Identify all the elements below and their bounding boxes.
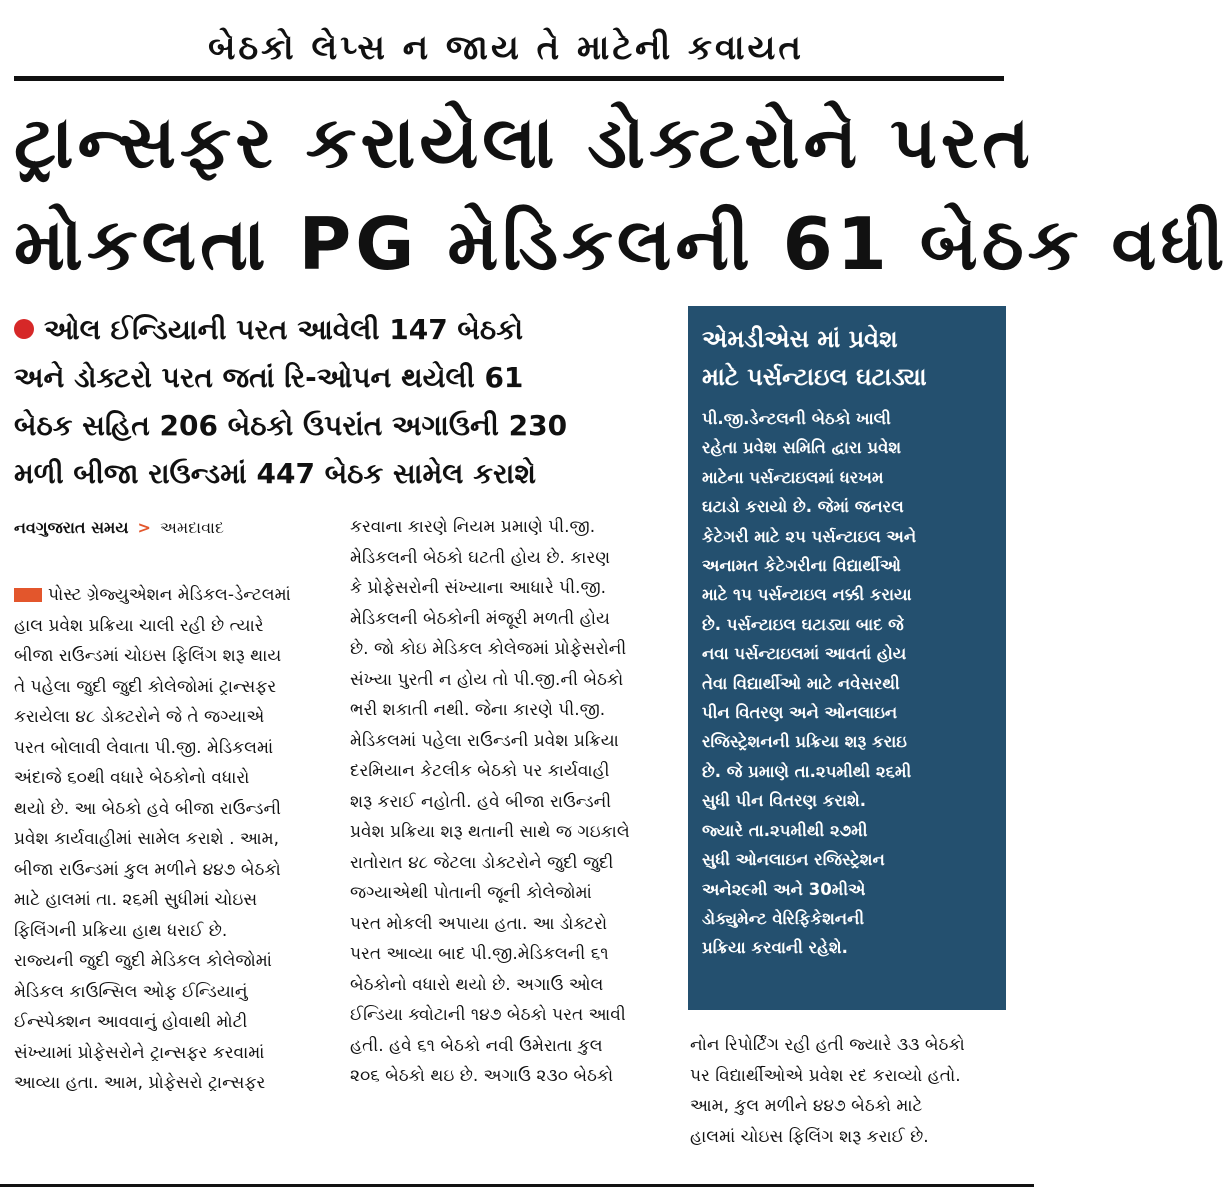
text-line: રાજ્યની જુદી જુદી મેડિકલ કોલેજોમાં: [14, 951, 272, 971]
text-line: છે. જે પ્રમાણે તા.૨૫મીથી ૨૬મી: [702, 761, 912, 781]
bullet-icon: [14, 319, 34, 339]
text-line: પરત બોલાવી લેવાતા પી.જી. મેડિકલમાં: [14, 737, 274, 758]
text-line: શરૂ કરાઈ નહોતી. હવે બીજા રાઉન્ડની: [350, 791, 612, 812]
text-line: થયો છે. આ બેઠકો હવે બીજા રાઉન્ડની: [14, 798, 281, 819]
subheadline-line: [14, 306, 674, 354]
text-line: પ્રવેશ કાર્યવાહીમાં સામેલ કરાશે . આમ,: [14, 829, 279, 849]
text-line: પીન વિતરણ અને ઓનલાઇન: [702, 703, 898, 723]
text-line: છે. પર્સન્ટાઇલ ઘટાડ્યા બાદ જે: [702, 614, 904, 634]
text-line: સંખ્યા પુરતી ન હોય તો પી.જી.ની બેઠકો: [350, 669, 624, 690]
text-line: સુધી પીન વિતરણ કરાશે.: [702, 791, 867, 811]
byline-separator: >: [137, 518, 151, 537]
main-headline-line-2: મોકલતા PG મેડિકલની 61 બેઠક વધી: [14, 202, 1228, 286]
text-line: મેડિકલ કાઉન્સિલ ઓફ ઈન્ડિયાનું: [14, 981, 248, 1002]
text-line: ભરી શકાતી નથી. જેના કારણે પી.જી.: [350, 700, 606, 720]
text-line: [14, 580, 334, 611]
paragraph-marker-icon: [14, 588, 42, 602]
subheadline-text: ઓલ ઈન્ડિયાની પરત આવેલી 147 બેઠકો: [44, 313, 523, 346]
text-line: પી.જી.ડેન્ટલની બેઠકો ખાલી: [702, 409, 891, 428]
article-column-1: [14, 580, 334, 1099]
article-column-2: [350, 512, 670, 1092]
text-line: પ્રવેશ પ્રક્રિયા શરૂ થતાની સાથે જ ગઇકાલે: [350, 822, 630, 842]
text-line: બેઠકોનો વધારો થયો છે. અગાઉ ઓલ: [350, 974, 604, 995]
text-line-content: પોસ્ટ ગ્રેજ્યુએશન મેડિકલ-ડેન્ટલમાં: [48, 585, 291, 605]
text-line: જગ્યાએથી પોતાની જૂની કોલેજોમાં: [350, 883, 592, 903]
top-divider: [14, 76, 1004, 81]
text-line: માટે હાલમાં તા. ૨૬મી સુધીમાં ચોઇસ: [14, 890, 258, 910]
text-line: મેડિકલની બેઠકો ઘટતી હોય છે. કારણ: [350, 547, 611, 568]
text-line: સંખ્યામાં પ્રોફેસરોને ટ્રાન્સફર કરવામાં: [14, 1042, 265, 1063]
sidebar-title: [702, 320, 992, 396]
text-line: હાલ પ્રવેશ પ્રક્રિયા ચાલી રહી છે ત્યારે: [14, 615, 264, 636]
byline: [14, 516, 334, 540]
text-line: ફિલિંગની પ્રક્રિયા હાથ ધરાઈ છે.: [14, 920, 228, 941]
text-line: આમ, કુલ મળીને ૪૪૭ બેઠકો માટે: [690, 1096, 923, 1116]
sidebar-body: [702, 404, 992, 963]
kicker-headline: બેઠકો લેપ્સ ન જાય તે માટેની કવાયત: [208, 28, 804, 68]
subheadline-line: મળી બીજા રાઉન્ડમાં 447 બેઠક સામેલ કરાશે: [14, 457, 536, 490]
text-line: માટે ૧૫ પર્સન્ટાઇલ નક્કી કરાયા: [702, 585, 912, 605]
text-line: પર વિદ્યાર્થીઓએ પ્રવેશ રદ કરાવ્યો હતો.: [690, 1065, 961, 1086]
text-line: નોન રિપોર્ટિંગ રહી હતી જ્યારે ૩૩ બેઠકો: [690, 1035, 965, 1055]
text-line: અનામત કેટેગરીના વિદ્યાર્થીઓ: [702, 556, 901, 576]
text-line: રજિસ્ટ્રેશનની પ્રક્રિયા શરૂ કરાઇ: [702, 732, 907, 752]
text-line: કેટેગરી માટે ૨૫ પર્સન્ટાઇલ અને: [702, 526, 917, 546]
subheadline-line: અને ડોક્ટરો પરત જતાં રિ-ઓપન થયેલી 61: [14, 361, 524, 394]
main-headline-line-1: ટ્રાન્સફર કરાયેલા ડોક્ટરોને પરત: [14, 100, 1034, 184]
text-line: ડોક્યુમેન્ટ વેરિફિકેશનની: [702, 908, 865, 928]
text-line: કરાયેલા ૪૮ ડોક્ટરોને જે તે જગ્યાએ: [14, 707, 265, 727]
text-line: પરત મોકલી અપાયા હતા. આ ડોક્ટરો: [350, 913, 608, 934]
text-line: પરત આવ્યા બાદ પી.જી.મેડિકલની ૬૧: [350, 944, 609, 964]
sidebar-box: [688, 306, 1006, 1010]
text-line: હાલમાં ચોઇસ ફિલિંગ શરૂ કરાઈ છે.: [690, 1126, 929, 1147]
text-line: કે પ્રોફેસરોની સંખ્યાના આધારે પી.જી.: [350, 578, 607, 598]
text-line: અને૨૯મી અને 30મીએ: [702, 879, 866, 899]
sidebar-title-line: માટે પર્સન્ટાઇલ ઘટાડ્યા: [702, 363, 927, 391]
text-line: દરમિયાન કેટલીક બેઠકો પર કાર્યવાહી: [350, 761, 610, 781]
text-line: કરવાના કારણે નિયમ પ્રમાણે પી.જી.: [350, 517, 596, 537]
text-line: રહેતા પ્રવેશ સમિતિ દ્વારા પ્રવેશ: [702, 438, 902, 458]
text-line: ઘટાડો કરાયો છે. જેમાં જનરલ: [702, 497, 904, 517]
text-line: માટેના પર્સન્ટાઇલમાં ધરખમ: [702, 467, 884, 487]
text-line: સુધી ઓનલાઇન રજિસ્ટ્રેશન: [702, 850, 885, 870]
text-line: મેડિકલની બેઠકોની મંજૂરી મળતી હોય: [350, 608, 610, 629]
sidebar-title-line: એમડીએસ માં પ્રવેશ: [702, 325, 898, 353]
text-line: અંદાજે ૬૦થી વધારે બેઠકોનો વધારો: [14, 768, 250, 788]
byline-name: નવગુજરાત સમય: [14, 518, 129, 537]
text-line: જ્યારે તા.૨૫મીથી ૨૭મી: [702, 820, 868, 840]
text-line: મેડિકલમાં પહેલા રાઉન્ડની પ્રવેશ પ્રક્રિયા: [350, 730, 619, 751]
article-column-3: [690, 1030, 1010, 1152]
text-line: ૨૦૬ બેઠકો થઇ છે. અગાઉ ૨૩૦ બેઠકો: [350, 1066, 614, 1086]
text-line: પ્રક્રિયા કરવાની રહેશે.: [702, 938, 848, 958]
text-line: ઈન્સ્પેક્શન આવવાનું હોવાથી મોટી: [14, 1012, 248, 1032]
text-line: છે. જો કોઇ મેડિકલ કોલેજમાં પ્રોફેસરોની: [350, 639, 627, 659]
text-line: તેવા વિદ્યાર્થીઓ માટે નવેસરથી: [702, 673, 900, 693]
subheadline-line: બેઠક સહિત 206 બેઠકો ઉપરાંત અગાઉની 230: [14, 409, 568, 442]
text-line: હતી. હવે ૬૧ બેઠકો નવી ઉમેરાતા કુલ: [350, 1035, 603, 1056]
bottom-divider: [0, 1184, 1034, 1187]
text-line: બીજા રાઉન્ડમાં ચોઇસ ફિલિંગ શરૂ થાય: [14, 646, 282, 666]
text-line: તે પહેલા જુદી જુદી કોલેજોમાં ટ્રાન્સફર: [14, 676, 277, 697]
byline-place: અમદાવાદ: [160, 518, 224, 537]
text-line: બીજા રાઉન્ડમાં કુલ મળીને ૪૪૭ બેઠકો: [14, 859, 281, 880]
subheadline: [14, 306, 674, 498]
text-line: નવા પર્સન્ટાઇલમાં આવતાં હોય: [702, 644, 907, 664]
text-line: આવ્યા હતા. આમ, પ્રોફેસરો ટ્રાન્સફર: [14, 1073, 266, 1093]
text-line: રાતોરાત ૪૮ જેટલા ડોક્ટરોને જુદી જુદી: [350, 852, 614, 873]
text-line: ઈન્ડિયા ક્વોટાની ૧૪૭ બેઠકો પરત આવી: [350, 1005, 626, 1025]
